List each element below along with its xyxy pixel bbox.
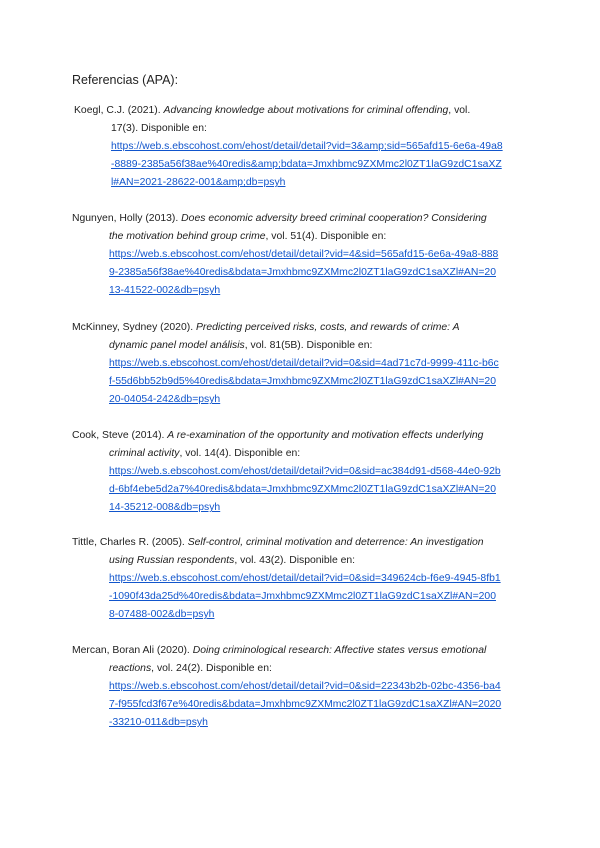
reference-link-line[interactable]: https://web.s.ebscohost.com/ehost/detail/detail?vid=3&amp;sid=565afd15-6e6a-49a8 [111,141,503,153]
reference-entry [72,210,532,300]
reference-author-year: Koegl, C.J. (2021). [74,105,164,116]
reference-link[interactable] [72,264,532,282]
reference-title-continued: criminal activity [109,448,180,460]
reference-link-line[interactable]: 7-f955fcd3f67e%40redis&bdata=Jmxhbmc9ZXMmc2l0ZT1laG9zdC1saXZl#AN=2020 [109,699,502,711]
reference-author-year: McKinney, Sydney (2020). [72,322,196,333]
reference-link-line[interactable]: https://web.s.ebscohost.com/ehost/detail/detail?vid=4&sid=565afd15-6e6a-49a8-888 [109,249,499,261]
reference-link[interactable] [74,174,534,192]
reference-entry [72,427,532,517]
reference-link[interactable] [72,373,532,391]
reference-link[interactable] [72,481,532,499]
reference-second-line [72,445,532,463]
reference-link-line[interactable]: https://web.s.ebscohost.com/ehost/detail/detail?vid=0&sid=349624cb-f6e9-4945-8fb1 [109,573,501,585]
reference-link[interactable] [72,463,532,481]
reference-link[interactable] [72,246,532,264]
reference-link-line[interactable]: 13-41522-002&db=psyh [109,285,221,297]
reference-link-line[interactable]: 20-04054-242&db=psyh [109,394,221,406]
reference-author-year: Mercan, Boran Ali (2020). [72,645,193,656]
reference-link-line[interactable]: 8-07488-002&db=psyh [109,609,215,621]
reference-link[interactable] [72,714,532,732]
reference-link-line[interactable]: 9-2385a56f38ae%40redis&bdata=Jmxhbmc9ZXMmc2l0ZT1laG9zdC1saXZl#AN=20 [109,267,496,279]
reference-link-line[interactable]: -8889-2385a56f38ae%40redis&amp;bdata=Jmxhbmc9ZXMmc2l0ZT1laG9zdC1saXZ [111,159,502,171]
reference-entry [72,534,532,624]
reference-first-line [72,319,532,337]
reference-link-line[interactable]: https://web.s.ebscohost.com/ehost/detail/detail?vid=0&sid=ac384d91-d568-44e0-92b [109,466,501,478]
reference-link-line[interactable]: -33210-011&db=psyh [109,717,208,729]
reference-link-line[interactable]: https://web.s.ebscohost.com/ehost/detail/detail?vid=0&sid=22343b2b-02bc-4356-ba4 [109,681,501,693]
reference-link-line[interactable]: https://web.s.ebscohost.com/ehost/detail/detail?vid=0&sid=4ad71c7d-9999-411c-b6c [109,358,499,370]
reference-title: Predicting perceived risks, costs, and rewards of crime: A [195,322,460,333]
reference-title-continued: using Russian respondents [109,555,235,567]
reference-first-line [72,534,532,552]
reference-author-year: Cook, Steve (2014). [72,430,168,441]
reference-link[interactable] [72,499,532,517]
reference-volume: , vol. 43(2). Disponible en: [234,555,356,567]
reference-link[interactable] [72,678,532,696]
reference-first-line [74,102,534,120]
reference-title-continued: dynamic panel model análisis [109,340,245,352]
reference-link[interactable] [72,606,532,624]
reference-title: Doing criminological research: Affective states versus emotional [192,645,487,656]
reference-title-continued: the motivation behind group crime [109,231,266,243]
reference-volume: 17(3). Disponible en: [111,123,207,135]
reference-title: Advancing knowledge about motivations for criminal offending [163,105,449,116]
reference-title-continued: reactions [109,663,152,675]
reference-link-line[interactable]: 14-35212-008&db=psyh [109,502,221,514]
reference-volume: , vol. 14(4). Disponible en: [179,448,301,460]
reference-title: A re-examination of the opportunity and motivation effects underlying [167,430,484,441]
references-heading: Referencias (APA): [72,73,179,87]
reference-link[interactable] [72,355,532,373]
reference-entry [72,319,532,409]
reference-text: , vol. [448,105,471,116]
reference-author-year: Ngunyen, Holly (2013). [72,213,182,224]
reference-first-line [72,210,532,228]
reference-volume: , vol. 81(5B). Disponible en: [244,340,373,352]
reference-second-line [72,228,532,246]
reference-author-year: Tittle, Charles R. (2005). [72,537,188,548]
reference-first-line [72,642,532,660]
reference-entry [72,642,532,732]
reference-link[interactable] [72,570,532,588]
reference-title: Self-control, criminal motivation and deterrence: An investigation [187,537,484,548]
reference-link[interactable] [72,391,532,409]
reference-entry [74,102,534,192]
reference-volume: , vol. 51(4). Disponible en: [265,231,387,243]
reference-second-line [72,552,532,570]
reference-link-line[interactable]: l#AN=2021-28622-001&amp;db=psyh [111,177,286,189]
reference-link[interactable] [74,138,534,156]
reference-second-line [74,120,534,138]
reference-link[interactable] [72,588,532,606]
reference-first-line [72,427,532,445]
reference-title: Does economic adversity breed criminal cooperation? Considering [181,213,487,224]
reference-second-line [72,337,532,355]
reference-second-line [72,660,532,678]
reference-link-line[interactable]: f-55d6bb52b9d5%40redis&bdata=Jmxhbmc9ZXMmc2l0ZT1laG9zdC1saXZl#AN=20 [109,376,496,388]
reference-volume: , vol. 24(2). Disponible en: [151,663,272,675]
reference-link[interactable] [72,282,532,300]
reference-link-line[interactable]: d-6bf4ebe5d2a7%40redis&bdata=Jmxhbmc9ZXMmc2l0ZT1laG9zdC1saXZl#AN=20 [109,484,496,496]
reference-link[interactable] [72,696,532,714]
reference-link-line[interactable]: -1090f43da25d%40redis&bdata=Jmxhbmc9ZXMmc2l0ZT1laG9zdC1saXZl#AN=200 [109,591,496,603]
reference-link[interactable] [74,156,534,174]
